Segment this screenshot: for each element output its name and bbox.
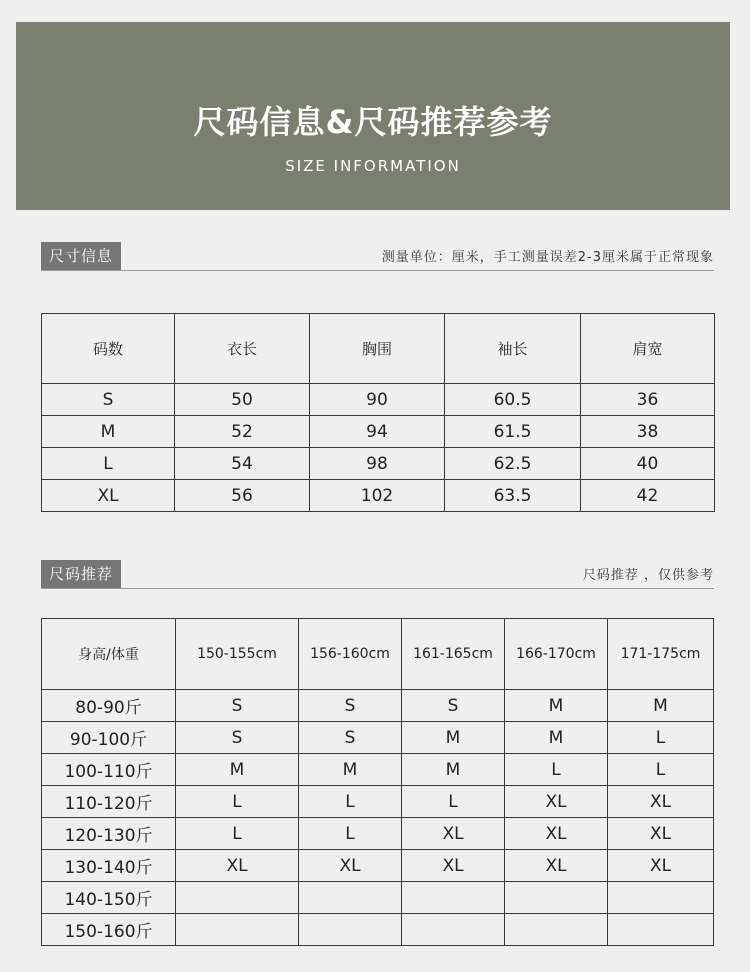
table-row	[42, 786, 714, 818]
table-cell: XL	[299, 850, 402, 882]
table-cell: M	[402, 754, 505, 786]
table-cell: M	[299, 754, 402, 786]
table-cell	[299, 882, 402, 914]
page-subtitle: SIZE INFORMATION	[285, 157, 461, 175]
header-cell: 肩宽	[581, 314, 715, 384]
table-row	[42, 416, 715, 448]
size-label-cell: M	[42, 416, 175, 448]
table-cell: L	[608, 754, 714, 786]
table-row	[42, 480, 715, 512]
size-recommend-table	[41, 618, 714, 946]
table-cell: XL	[402, 818, 505, 850]
size-label-cell: L	[42, 448, 175, 480]
header-cell: 身高/体重	[42, 619, 176, 690]
weight-range-cell: 100-110斤	[42, 754, 176, 786]
table-row	[42, 850, 714, 882]
table-cell	[608, 914, 714, 946]
size-info-table	[41, 313, 715, 512]
table-cell: 98	[310, 448, 445, 480]
table-row	[42, 818, 714, 850]
table-row	[42, 882, 714, 914]
table-cell	[299, 914, 402, 946]
table-cell: XL	[608, 850, 714, 882]
header-cell: 袖长	[445, 314, 581, 384]
header-cell: 150-155cm	[176, 619, 299, 690]
table-cell: S	[299, 722, 402, 754]
header-cell: 码数	[42, 314, 175, 384]
table-cell	[402, 914, 505, 946]
table-cell: M	[505, 690, 608, 722]
size-info-section-header	[41, 242, 714, 271]
table-cell: S	[299, 690, 402, 722]
weight-range-cell: 110-120斤	[42, 786, 176, 818]
table-cell: M	[505, 722, 608, 754]
table-cell	[505, 882, 608, 914]
table-cell	[505, 914, 608, 946]
table-cell: 102	[310, 480, 445, 512]
header-cell: 156-160cm	[299, 619, 402, 690]
table-cell: 63.5	[445, 480, 581, 512]
table-cell: L	[176, 818, 299, 850]
weight-range-cell: 80-90斤	[42, 690, 176, 722]
table-cell: L	[176, 786, 299, 818]
table-cell: XL	[176, 850, 299, 882]
table-cell	[402, 882, 505, 914]
table-cell	[176, 882, 299, 914]
size-info-note: 测量单位：厘米，手工测量误差2-3厘米属于正常现象	[381, 250, 714, 265]
table-cell	[608, 882, 714, 914]
table-cell: 38	[581, 416, 715, 448]
weight-range-cell: 130-140斤	[42, 850, 176, 882]
table-cell: 94	[310, 416, 445, 448]
table-cell: 61.5	[445, 416, 581, 448]
table-cell: L	[299, 786, 402, 818]
size-recommend-note: 尺码推荐 ，仅供参考	[582, 568, 714, 583]
table-cell: S	[402, 690, 505, 722]
table-cell: 52	[175, 416, 310, 448]
table-cell: 60.5	[445, 384, 581, 416]
table-cell: XL	[608, 818, 714, 850]
table-cell: L	[299, 818, 402, 850]
table-row	[42, 690, 714, 722]
table-cell: 54	[175, 448, 310, 480]
size-recommend-tag: 尺码推荐	[41, 560, 121, 588]
table-cell: XL	[608, 786, 714, 818]
table-row	[42, 448, 715, 480]
weight-range-cell: 140-150斤	[42, 882, 176, 914]
table-header-row	[42, 314, 715, 384]
header-cell: 衣长	[175, 314, 310, 384]
page-title: 尺码信息&尺码推荐参考	[193, 103, 553, 141]
table-row	[42, 384, 715, 416]
table-cell: 62.5	[445, 448, 581, 480]
table-cell: XL	[505, 786, 608, 818]
table-row	[42, 914, 714, 946]
table-cell: XL	[402, 850, 505, 882]
table-cell: L	[402, 786, 505, 818]
table-cell: 50	[175, 384, 310, 416]
table-cell: 56	[175, 480, 310, 512]
header-cell: 166-170cm	[505, 619, 608, 690]
table-cell	[176, 914, 299, 946]
table-cell: 90	[310, 384, 445, 416]
size-recommend-section-header	[41, 560, 714, 589]
table-cell: 42	[581, 480, 715, 512]
table-cell: M	[608, 690, 714, 722]
header-cell: 171-175cm	[608, 619, 714, 690]
table-cell: 36	[581, 384, 715, 416]
size-label-cell: S	[42, 384, 175, 416]
table-cell: L	[505, 754, 608, 786]
table-cell: M	[176, 754, 299, 786]
table-cell: L	[608, 722, 714, 754]
weight-range-cell: 150-160斤	[42, 914, 176, 946]
table-cell: S	[176, 690, 299, 722]
size-info-tag: 尺寸信息	[41, 242, 121, 270]
weight-range-cell: 90-100斤	[42, 722, 176, 754]
table-row	[42, 754, 714, 786]
table-cell: M	[402, 722, 505, 754]
weight-range-cell: 120-130斤	[42, 818, 176, 850]
size-label-cell: XL	[42, 480, 175, 512]
table-row	[42, 722, 714, 754]
table-header-row	[42, 619, 714, 690]
header-cell: 胸围	[310, 314, 445, 384]
table-cell: XL	[505, 850, 608, 882]
table-cell: S	[176, 722, 299, 754]
header-banner	[16, 22, 730, 210]
table-cell: 40	[581, 448, 715, 480]
header-cell: 161-165cm	[402, 619, 505, 690]
table-cell: XL	[505, 818, 608, 850]
